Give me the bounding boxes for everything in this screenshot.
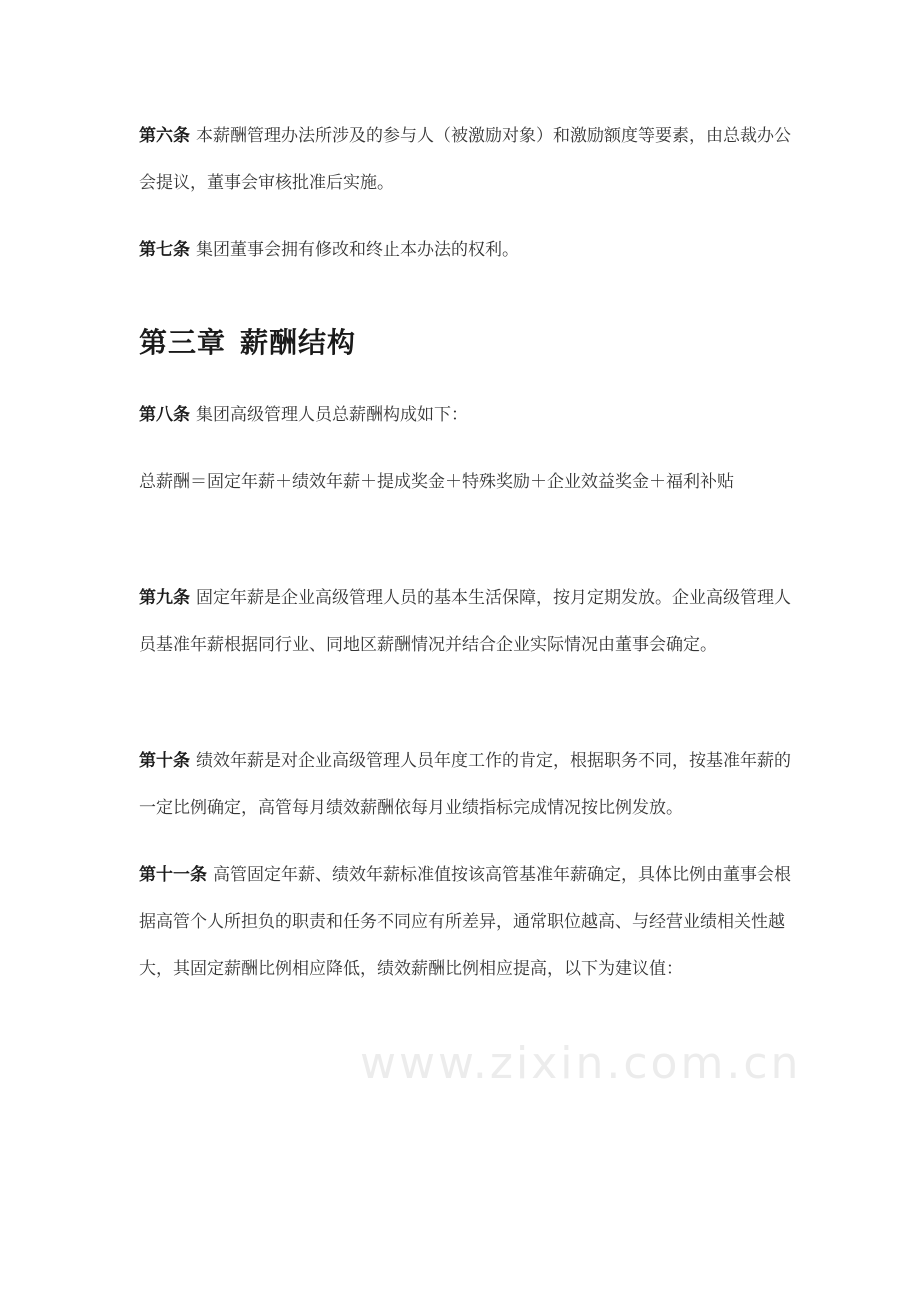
article-text: 本薪酬管理办法所涉及的参与人（被激励对象）和激励额度等要素，由总裁办公会提议，董事会审核批准后实施。 bbox=[139, 126, 791, 193]
chapter-title: 薪酬结构 bbox=[240, 326, 357, 359]
article-number: 第七条 bbox=[139, 240, 190, 260]
article-text: 集团董事会拥有修改和终止本办法的权利。 bbox=[196, 240, 519, 260]
article-10 bbox=[139, 738, 799, 832]
article-text: 固定年薪是企业高级管理人员的基本生活保障，按月定期发放。企业高级管理人员基准年薪根据同行业、同地区薪酬情况并结合企业实际情况由董事会确定。 bbox=[139, 588, 791, 655]
chapter-heading bbox=[139, 318, 356, 368]
formula-text: 总薪酬＝固定年薪＋绩效年薪＋提成奖金＋特殊奖励＋企业效益奖金＋福利补贴 bbox=[139, 472, 734, 492]
article-6 bbox=[139, 113, 799, 207]
article-number: 第九条 bbox=[139, 588, 190, 608]
article-7 bbox=[139, 227, 799, 274]
salary-formula bbox=[139, 459, 799, 506]
article-text: 集团高级管理人员总薪酬构成如下： bbox=[196, 405, 468, 425]
chapter-number: 第三章 bbox=[139, 326, 227, 359]
article-number: 第十条 bbox=[139, 751, 190, 771]
article-text: 绩效年薪是对企业高级管理人员年度工作的肯定，根据职务不同，按基准年薪的一定比例确定，高管每月绩效薪酬依每月业绩指标完成情况按比例发放。 bbox=[139, 751, 791, 818]
article-text: 高管固定年薪、绩效年薪标准值按该高管基准年薪确定，具体比例由董事会根据高管个人所担负的职责和任务不同应有所差异，通常职位越高、与经营业绩相关性越大，其固定薪酬比例相应降低，绩效薪酬比例相应提高，以下为建议值： bbox=[139, 865, 791, 979]
article-number: 第六条 bbox=[139, 126, 190, 146]
article-8 bbox=[139, 392, 799, 439]
article-11 bbox=[139, 852, 799, 993]
watermark: www.zixin.com.cn bbox=[360, 1038, 802, 1089]
article-number: 第八条 bbox=[139, 405, 190, 425]
article-9 bbox=[139, 575, 799, 669]
article-number: 第十一条 bbox=[139, 865, 207, 885]
